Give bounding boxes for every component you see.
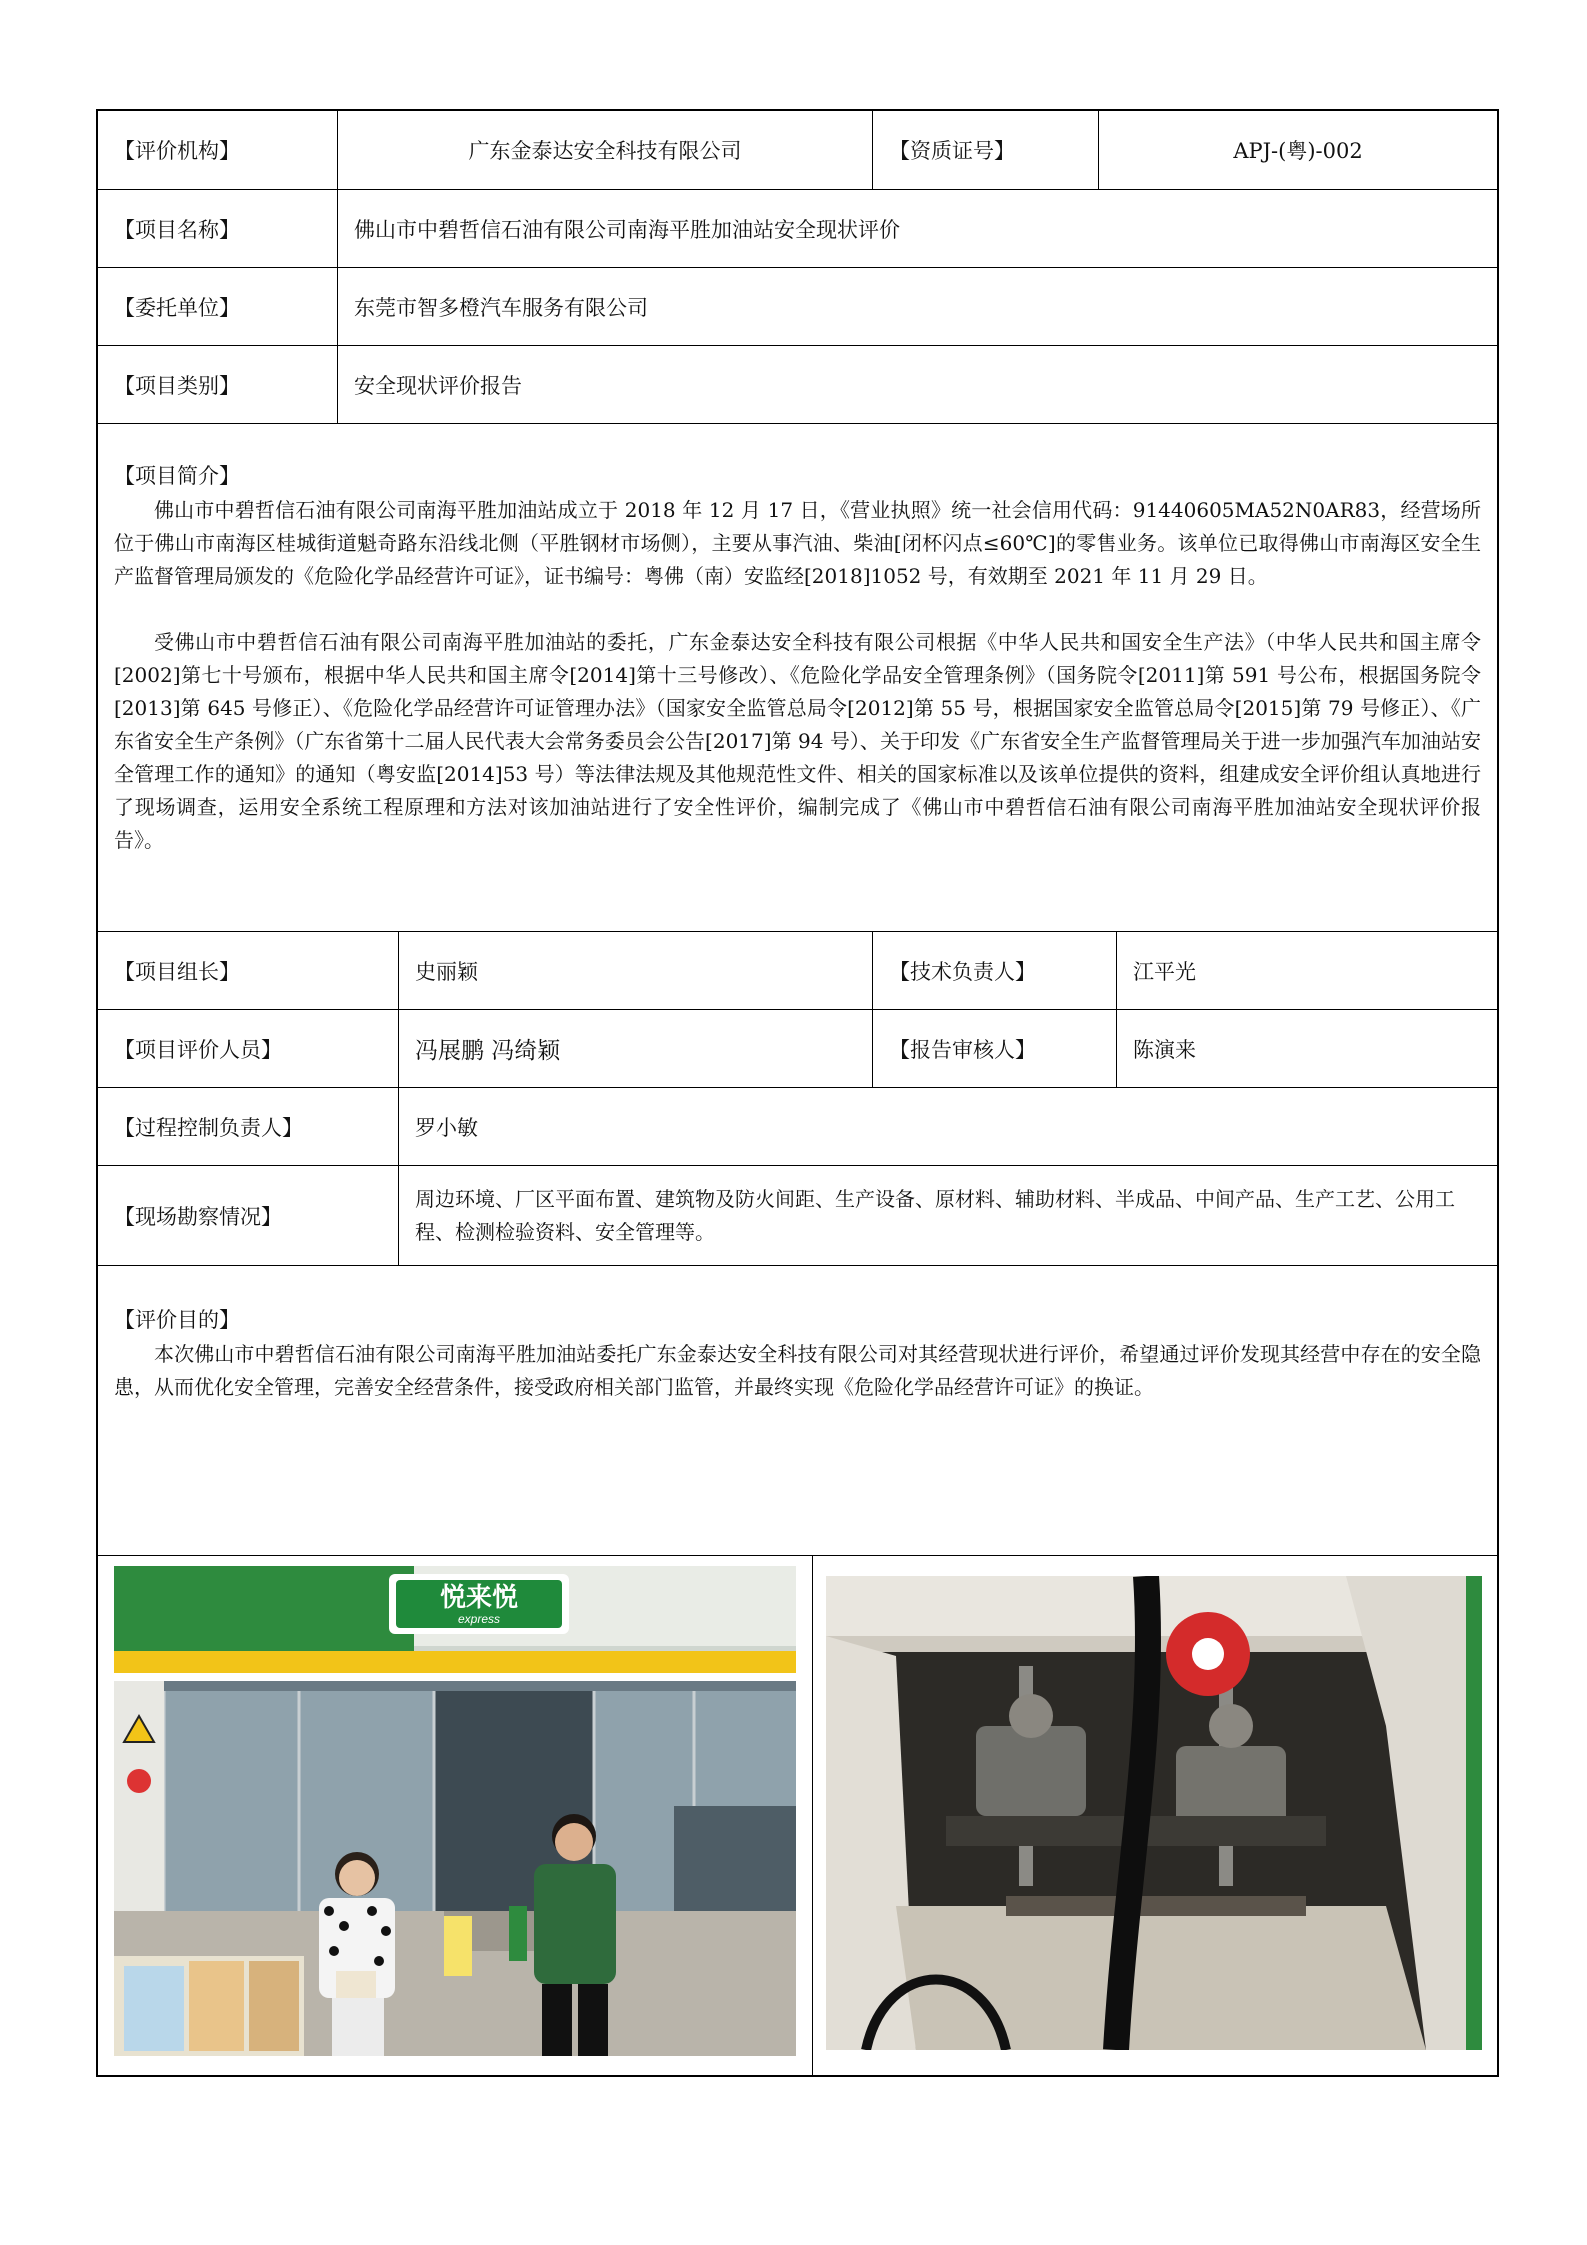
reviewer-label: 【报告审核人】	[872, 1010, 1116, 1087]
cert-label: 【资质证号】	[872, 111, 1098, 189]
category-value: 安全现状评价报告	[337, 346, 1497, 423]
client-label: 【委托单位】	[114, 295, 240, 320]
evaluation-sheet	[96, 109, 1499, 2077]
survey-label: 【现场勘察情况】	[114, 1204, 282, 1229]
purpose-title: 【评价目的】	[114, 1308, 240, 1332]
row-project-name	[98, 190, 1497, 268]
leader-value: 史丽颖	[398, 932, 872, 1009]
evaluators-label: 【项目评价人员】	[114, 1037, 282, 1062]
row-survey	[98, 1166, 1497, 1266]
site-visit-image	[114, 1566, 796, 2056]
project-name-label: 【项目名称】	[114, 217, 240, 242]
category-label: 【项目类别】	[114, 373, 240, 398]
store-sign-text: 悦来悦	[439, 1582, 519, 1612]
evaluators-value: 冯展鹏 冯绮颖	[398, 1010, 872, 1087]
row-leader	[98, 932, 1497, 1010]
intro-paragraph-2: 受佛山市中碧哲信石油有限公司南海平胜加油站的委托，广东金泰达安全科技有限公司根据《中华人民共和国安全生产法》（中华人民共和国主席令[2002]第七十号颁布，根据中华人民共和国主席令[2014]第十三号修改）、《危险化学品安全管理条例》（国务院令[2011]第 591 号公布，根据国务院令[2013]第 645 号修正）、《危险化学品经营许可证管理办法》（国家安全监管总局令[2012]第 55 号，根据国家安全监管总局令[2015]第 79 号修正）、《广东省安全生产条例》（广东省第十二届人民代表大会常务委员会公告[2017]第 94 号）、关于印发《广东省安全生产监督管理局关于进一步加强汽车加油站安全管理工作的通知》的通知（粤安监[2014]53 号）等法律法规及其他规范性文件、相关的国家标准以及该单位提供的资料，组建成安全评价组认真地进行了现场调查，运用安全系统工程原理和方法对该加油站进行了安全性评价，编制完成了《佛山市中碧哲信石油有限公司南海平胜加油站安全现状评价报告》。	[114, 630, 1481, 852]
photo-divider	[812, 1556, 813, 2075]
intro-title: 【项目简介】	[114, 464, 240, 488]
dispenser-image	[826, 1576, 1482, 2050]
row-category	[98, 346, 1497, 424]
photo-site-visit	[114, 1566, 796, 2056]
store-sign-sub: express	[457, 1612, 501, 1626]
process-label: 【过程控制负责人】	[114, 1115, 303, 1140]
org-value: 广东金泰达安全科技有限公司	[337, 111, 872, 189]
leader-label: 【项目组长】	[114, 959, 240, 984]
org-label: 【评价机构】	[114, 139, 240, 163]
tech-label: 【技术负责人】	[872, 932, 1116, 1009]
purpose-paragraph: 本次佛山市中碧哲信石油有限公司南海平胜加油站委托广东金泰达安全科技有限公司对其经营现状进行评价，希望通过评价发现其经营中存在的安全隐患，从而优化安全管理，完善安全经营条件，接受政府相关部门监管，并最终实现《危险化学品经营许可证》的换证。	[114, 1342, 1481, 1399]
purpose-section	[98, 1266, 1497, 1556]
row-process	[98, 1088, 1497, 1166]
client-value: 东莞市智多橙汽车服务有限公司	[337, 268, 1497, 345]
row-org	[98, 111, 1497, 190]
photo-row	[98, 1556, 1497, 2075]
reviewer-value: 陈演来	[1116, 1010, 1497, 1087]
photo-dispenser-inspection	[826, 1576, 1482, 2050]
row-evaluators	[98, 1010, 1497, 1088]
process-value: 罗小敏	[398, 1088, 1497, 1165]
intro-section	[98, 424, 1497, 932]
intro-paragraph-1: 佛山市中碧哲信石油有限公司南海平胜加油站成立于 2018 年 12 月 17 日，《营业执照》统一社会信用代码：91440605MA52N0AR83，经营场所位于佛山市南海区桂城街道魁奇路东沿线北侧（平胜钢材市场侧），主要从事汽油、柴油[闭杯闪点≤60℃]的零售业务。该单位已取得佛山市南海区安全生产监督管理局颁发的《危险化学品经营许可证》，证书编号：粤佛（南）安监经[2018]1052 号，有效期至 2021 年 11 月 29 日。	[114, 498, 1481, 588]
row-client	[98, 268, 1497, 346]
cert-value: APJ-(粤)-002	[1098, 111, 1497, 189]
survey-value: 周边环境、厂区平面布置、建筑物及防火间距、生产设备、原材料、辅助材料、半成品、中间产品、生产工艺、公用工程、检测检验资料、安全管理等。	[398, 1166, 1497, 1265]
tech-value: 江平光	[1116, 932, 1497, 1009]
project-name-value: 佛山市中碧哲信石油有限公司南海平胜加油站安全现状评价	[337, 190, 1497, 267]
